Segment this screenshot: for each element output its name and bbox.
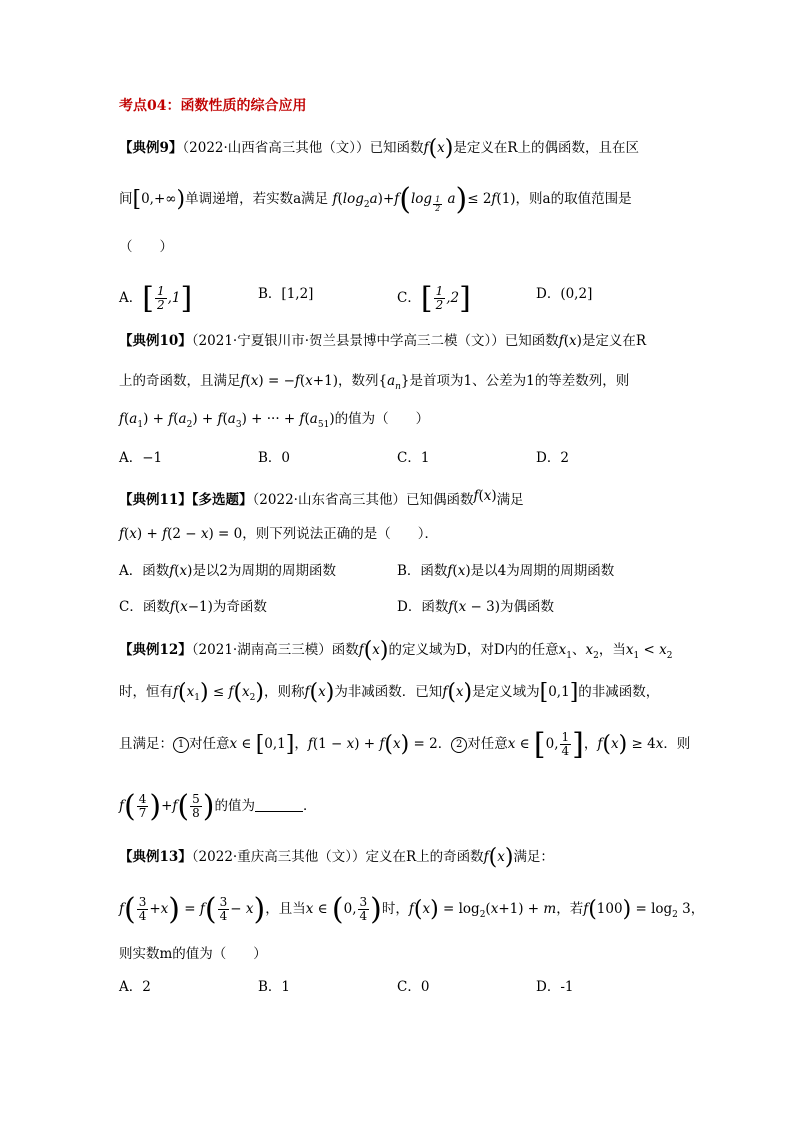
example-10-option-d: D．2 xyxy=(536,450,569,466)
option-text: 为奇函数 xyxy=(212,599,267,615)
example-9-lead: 【典例9】 xyxy=(119,140,183,156)
example-12-line-1 xyxy=(119,638,673,665)
formula-sum-question: f( $\frac{4}{7}$ )+f( $\frac{5}{8}$ ) xyxy=(119,789,215,824)
option-text: 为偶函数 xyxy=(499,599,554,615)
example-10-option-c: C．1 xyxy=(397,450,430,466)
example-9-paren: （ ） xyxy=(119,239,173,255)
example-10-line-3 xyxy=(119,410,429,434)
example-12-text: 对任意 xyxy=(467,736,508,752)
condition-1-marker: 1 xyxy=(173,737,189,753)
example-13-lead: 【典例13】 xyxy=(119,849,192,865)
formula-log-inequality: $f(\log_2a)+f(\log$ $_{\frac{1}{2}}$ a)≤ 2f(1) xyxy=(332,182,516,217)
formula-symmetry: f(x) + f(2 − x) = 0 xyxy=(119,526,243,542)
example-11-text: 满足 xyxy=(496,492,524,508)
example-11-line-1 xyxy=(119,487,524,509)
formula-fx: f(x) xyxy=(447,563,471,579)
formula-fx: f(x) xyxy=(169,563,193,579)
example-10-lead: 【典例10】 xyxy=(119,333,192,349)
example-11-source: （2022·山东省高三其他） xyxy=(252,492,406,508)
formula-fx-minus-3: f(x − 3) xyxy=(448,599,500,615)
example-10-text: ，数列 xyxy=(337,373,379,389)
example-10-text: 的值为（ ） xyxy=(334,411,430,427)
example-13-text: ，若 xyxy=(556,901,584,917)
example-12-text: 的非减函数， xyxy=(578,684,660,700)
formula-fx: f(x) xyxy=(558,333,582,349)
example-13-text: ，且当 xyxy=(265,901,306,917)
example-13-option-b: B．1 xyxy=(258,979,291,995)
condition-2-marker: 2 xyxy=(451,737,467,753)
formula-x1: $x_1$ xyxy=(558,642,573,661)
example-11-option-b xyxy=(397,562,614,580)
example-12-text: 函数 xyxy=(331,642,359,658)
example-13-text: 定义在R上的奇函数 xyxy=(365,849,484,865)
example-12-text: ，则称 xyxy=(264,684,305,700)
example-12-text: 时，恒有 xyxy=(119,684,173,700)
option-label: C． xyxy=(397,290,421,306)
example-10-line-1 xyxy=(119,332,646,350)
example-13-text: ， xyxy=(690,901,705,917)
example-10-line-2 xyxy=(119,372,629,396)
example-13-text: 时， xyxy=(381,901,409,917)
example-12-text: ，当 xyxy=(598,642,626,658)
option-label: D． xyxy=(536,286,561,302)
example-13-line-3: 则实数m的值为（ ） xyxy=(119,946,267,962)
example-12-line-3 xyxy=(119,727,691,762)
formula-fx: f(x) xyxy=(358,638,389,663)
formula-x2: $x_2$ xyxy=(585,642,599,661)
example-10-text: 已知函数 xyxy=(504,333,559,349)
example-12-text: 是定义域为 xyxy=(472,684,540,700)
example-10-text: 是定义在R xyxy=(581,333,647,349)
example-9-text: 单调递增，若实数a满足 xyxy=(185,191,329,207)
formula-symmetry-13: f( $\frac{3}{4}$ +x) = f( $\frac{3}{4}$ − x) xyxy=(119,892,266,927)
formula-condition-1: x ∈ [0,1]，f(1 − x) + f(x) = 2． xyxy=(229,732,452,757)
option-text: 是以2为周期的周期函数 xyxy=(192,563,337,579)
example-9-text: ，则a的取值范围是 xyxy=(515,191,632,207)
example-11-line-2 xyxy=(119,525,438,543)
example-9-option-d xyxy=(536,285,592,303)
example-9-line-1 xyxy=(119,136,640,161)
option-text: 是以4为周期的周期函数 xyxy=(470,563,615,579)
formula-domain: [0,1] xyxy=(539,680,579,705)
formula-fx: f(x) xyxy=(304,680,335,705)
example-10-text: 上的奇函数，且满足 xyxy=(119,373,241,389)
section-title: 考点04：函数性质的综合应用 xyxy=(119,98,307,114)
formula-fx: f(x) xyxy=(423,136,454,161)
option-d-value: (0,2] xyxy=(560,286,593,302)
formula-sequence: $\{a_n\}$ xyxy=(378,373,410,392)
example-12-text: 对任意 xyxy=(189,736,230,752)
formula-condition-2: x ∈ [0, $\frac{1}{4}$ ]，f(x) ≥ 4x xyxy=(507,727,664,762)
example-9-option-a xyxy=(119,281,193,316)
answer-blank[interactable] xyxy=(255,797,303,812)
example-13-option-c: C．0 xyxy=(397,979,430,995)
formula-fx: f(x) xyxy=(483,845,514,870)
example-9-text: 间 xyxy=(119,191,133,207)
example-12-text: 的值为 xyxy=(214,798,255,814)
example-12-text: ．则 xyxy=(663,736,691,752)
option-text: B．函数 xyxy=(397,563,448,579)
option-b-value: [1,2] xyxy=(281,286,314,302)
example-11-option-a xyxy=(119,562,336,580)
example-10-option-b: B．0 xyxy=(258,450,291,466)
example-12-line-4 xyxy=(119,789,317,824)
formula-x1-lt-x2: $x_1 < x_2$ xyxy=(625,642,673,661)
formula-interval: [0,+∞) xyxy=(132,187,186,212)
example-12-line-2 xyxy=(119,680,660,707)
example-9-option-b xyxy=(258,285,313,303)
example-11-text: ，则下列说法正确的是（ ）． xyxy=(242,526,438,542)
example-9-line-2 xyxy=(119,182,632,217)
example-13-source: （2022·重庆高三其他（文）） xyxy=(191,849,366,865)
formula-fx: f(x) xyxy=(442,680,473,705)
example-13-option-a: A．2 xyxy=(119,979,151,995)
example-12-text: 的定义域为D，对D内的任意 xyxy=(388,642,559,658)
example-12-text: 为非减函数．已知 xyxy=(334,684,443,700)
example-9-text: 是定义在R上的偶函数，且在区 xyxy=(453,140,640,156)
example-12-lead: 【典例12】 xyxy=(119,642,192,658)
example-12-source: （2021·湖南高三三模） xyxy=(191,642,332,658)
example-9-option-c xyxy=(397,281,471,316)
example-13-text: 满足： xyxy=(513,849,554,865)
option-label: B． xyxy=(258,286,282,302)
example-10-option-a: A．−1 xyxy=(119,450,163,466)
example-11-lead: 【典例11】【多选题】 xyxy=(119,492,253,508)
example-11-option-c xyxy=(119,598,267,616)
example-12-text: 且满足： xyxy=(119,736,173,752)
example-10-text: 是首项为1、公差为1的等差数列，则 xyxy=(409,373,630,389)
example-13-line-1 xyxy=(119,845,554,870)
formula-option-a: [ $\frac{1}{2}$ ,1] xyxy=(142,281,193,316)
formula-nondecreasing: $f(x_1) \le f(x_2)$ xyxy=(173,680,264,705)
example-12-text: 、 xyxy=(572,642,586,658)
formula-value-13: $f(100) = \log_2 3$ xyxy=(583,897,691,922)
formula-sum: $f(a_1) + f(a_2) + f(a_3)$ + ··· + $f(a_{51})$ xyxy=(119,411,335,430)
example-13-line-2 xyxy=(119,892,705,927)
example-11-option-d xyxy=(397,598,554,616)
formula-definition-13: $f(x) = \log_2(x+1) + m$ xyxy=(408,897,557,922)
example-11-text: 已知偶函数 xyxy=(405,492,474,508)
option-text: C．函数 xyxy=(119,599,170,615)
formula-fx-minus-1: f(x−1) xyxy=(169,599,213,615)
example-10-source: （2021·宁夏银川市·贺兰县景博中学高三二模（文）） xyxy=(191,333,505,349)
example-9-text: 已知函数 xyxy=(369,140,424,156)
option-text: D．函数 xyxy=(397,599,449,615)
option-label: A． xyxy=(119,290,143,306)
formula-odd-relation: f(x) = −f(x+1) xyxy=(240,373,338,389)
example-12-text: ． xyxy=(302,798,317,814)
example-9-source: （2022·山西省高三其他（文）） xyxy=(182,140,370,156)
formula-interval-13: x ∈ (0, $\frac{3}{4}$ ) xyxy=(305,892,382,927)
option-text: A．函数 xyxy=(119,563,170,579)
formula-option-c: [ $\frac{1}{2}$ ,2] xyxy=(420,281,471,316)
example-13-option-d: D．-1 xyxy=(536,979,574,995)
formula-fx: f(x) xyxy=(473,488,497,504)
